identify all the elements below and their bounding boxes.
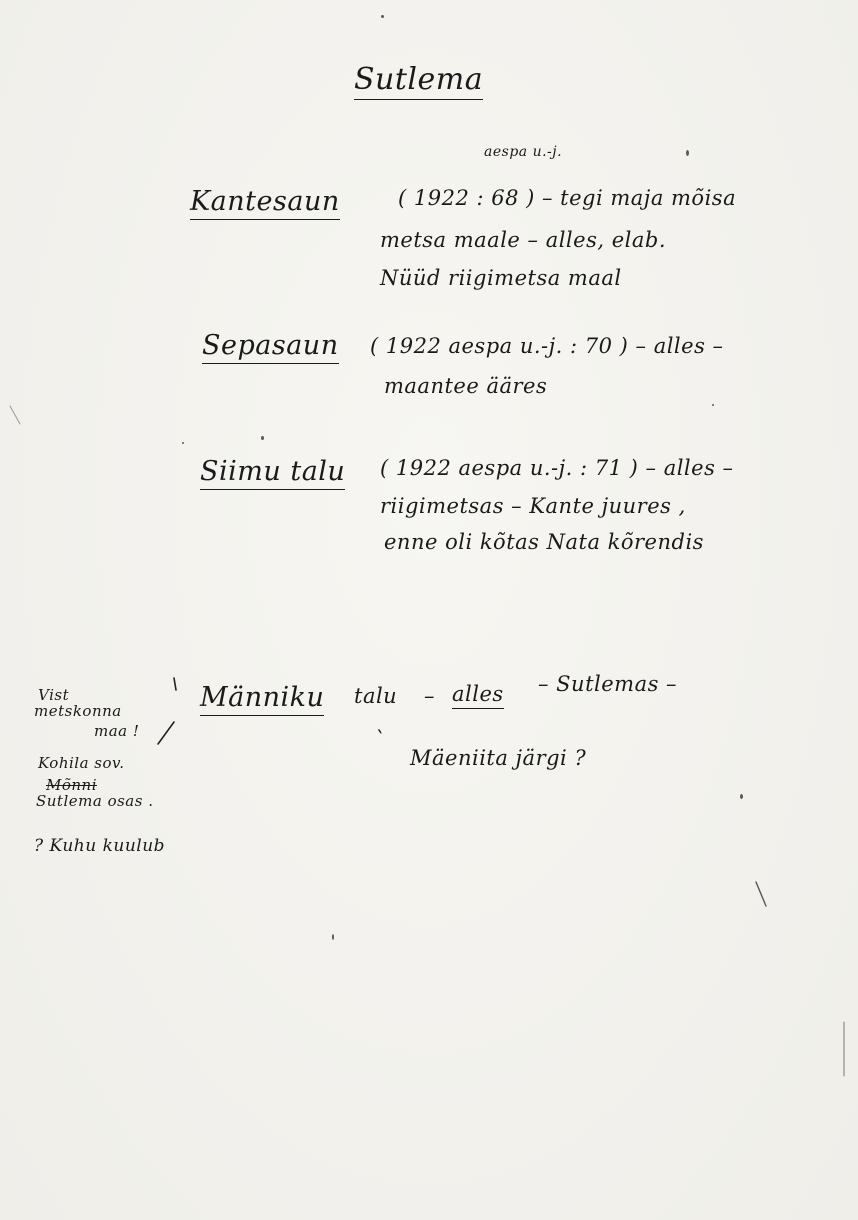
margin-note-metskonna: metskonna	[34, 702, 122, 720]
margin-note-vist: Vist	[38, 686, 70, 704]
entry-4-name: Männiku	[200, 682, 324, 716]
paper-speck	[381, 15, 384, 18]
entry-1-line-3: Nüüd riigimetsa maal	[380, 266, 622, 290]
paper-scratch	[6, 404, 26, 428]
entry-1-name: Kantesaun	[190, 186, 340, 220]
entry-1-superscript: aespa u.-j.	[484, 144, 563, 160]
entry-2-name: Sepasaun	[202, 330, 339, 364]
paper-scratch	[834, 1020, 854, 1080]
margin-note-struck: Mõnni	[46, 776, 98, 794]
paper-speck	[740, 794, 743, 799]
margin-note-maa: maa !	[94, 722, 140, 740]
entry-4-dash: –	[424, 684, 435, 708]
paper-speck	[332, 934, 334, 940]
entry-3-line-3: enne oli kõtas Nata kõrendis	[384, 530, 704, 554]
entry-4-sub-tick: `	[374, 728, 385, 752]
margin-note-question: ? Kuhu kuulub	[34, 836, 166, 856]
entry-4-sub: Mäeniita järgi ?	[410, 746, 587, 770]
margin-tick-mark	[168, 676, 182, 696]
margin-note-kohila: Kohila sov.	[38, 754, 125, 772]
entry-2-line-1: ( 1922 aespa u.-j. : 70 ) – alles –	[370, 334, 724, 358]
paper-speck	[686, 150, 689, 156]
margin-slash-mark	[150, 718, 180, 748]
margin-note-sutlema-osas: Sutlema osas .	[36, 792, 154, 810]
entry-4-name-suffix: talu	[354, 684, 398, 708]
paper-speck	[712, 404, 714, 406]
entry-1-line-2: metsa maale – alles, elab.	[380, 228, 666, 252]
page-title: Sutlema	[354, 62, 483, 100]
entry-4-status: alles	[452, 682, 504, 709]
entry-4-tail: – Sutlemas –	[538, 672, 678, 696]
paper-scratch	[752, 880, 772, 910]
entry-3-name: Siimu talu	[200, 456, 345, 490]
paper-speck	[182, 442, 184, 444]
entry-1-line-1: ( 1922 : 68 ) – tegi maja mõisa	[398, 186, 737, 210]
paper-speck	[261, 436, 264, 440]
entry-3-line-2: riigimetsas – Kante juures ,	[380, 494, 686, 518]
entry-3-line-1: ( 1922 aespa u.-j. : 71 ) – alles –	[380, 456, 734, 480]
entry-2-line-2: maantee ääres	[384, 374, 548, 398]
